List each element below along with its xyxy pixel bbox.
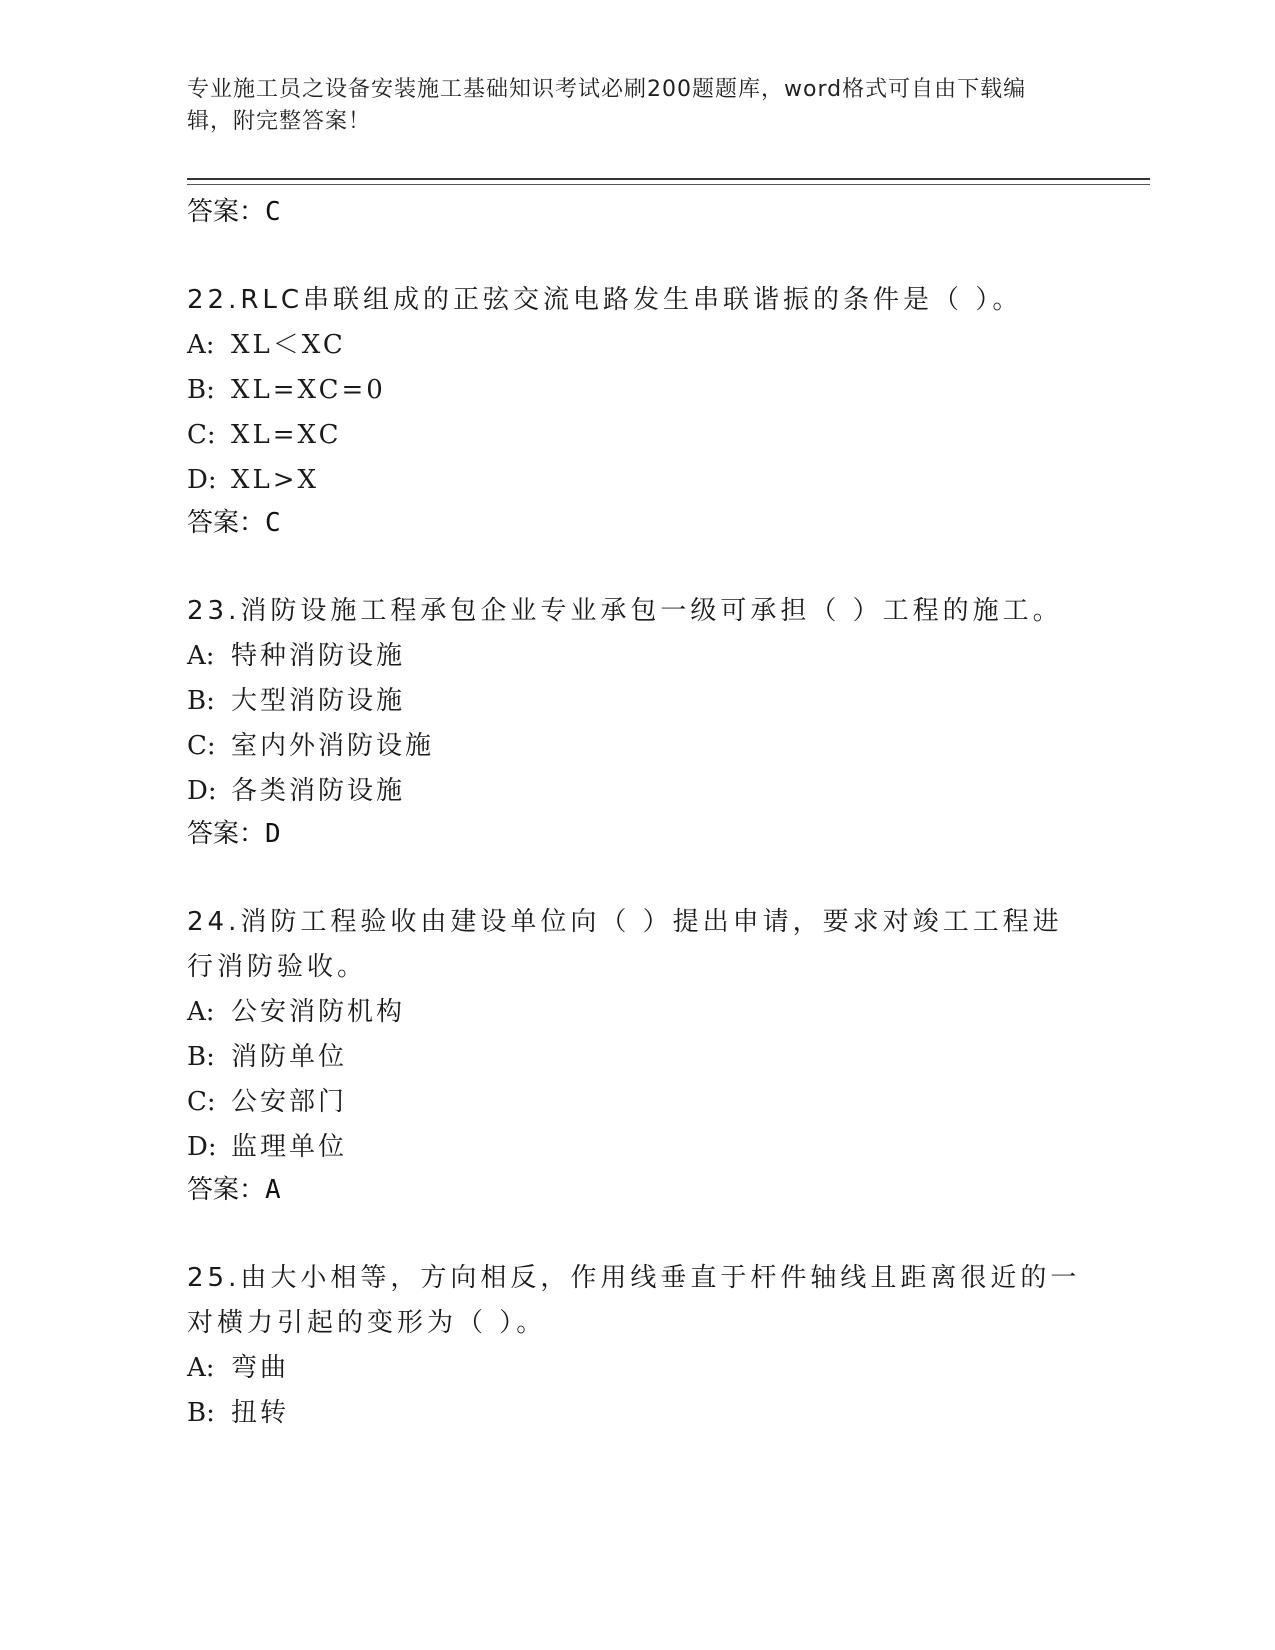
option-a xyxy=(187,634,1087,679)
option-key: B: xyxy=(187,1398,215,1428)
option-key: C: xyxy=(187,420,216,450)
option-key: A: xyxy=(187,330,215,360)
option-key: B: xyxy=(187,686,215,716)
option-text: 各类消防设施 xyxy=(231,776,406,806)
answer-label: 答案： xyxy=(187,1175,266,1205)
answer-value: C xyxy=(265,197,281,227)
answer-value: A xyxy=(265,1175,281,1205)
header-divider-thin xyxy=(187,184,1150,185)
option-text: 监理单位 xyxy=(231,1132,348,1162)
option-a xyxy=(187,323,1087,368)
answer-label: 答案： xyxy=(187,819,266,849)
option-c xyxy=(187,413,1087,458)
question-text: 25.由大小相等，方向相反，作用线垂直于杆件轴线且距离很近的一对横力引起的变形为（ ）。 xyxy=(187,1263,1081,1338)
option-key: B: xyxy=(187,1042,215,1072)
option-text: XL>X xyxy=(231,465,320,495)
answer-line xyxy=(187,192,1087,238)
option-key: C: xyxy=(187,731,216,761)
answer-line xyxy=(187,503,1087,549)
question-text: 22.RLC串联组成的正弦交流电路发生串联谐振的条件是（ ）。 xyxy=(187,285,1023,315)
answer-value: C xyxy=(265,508,281,538)
option-b xyxy=(187,679,1087,724)
option-d xyxy=(187,769,1087,814)
option-text: 公安消防机构 xyxy=(231,997,406,1027)
answer-line xyxy=(187,814,1087,860)
option-d xyxy=(187,1125,1087,1170)
option-text: XL=XC xyxy=(231,420,342,450)
answer-line xyxy=(187,1170,1087,1216)
option-text: 室内外消防设施 xyxy=(231,731,435,761)
option-key: A: xyxy=(187,641,215,671)
option-text: 扭转 xyxy=(231,1398,290,1428)
question-text: 24.消防工程验收由建设单位向（ ）提出申请，要求对竣工工程进行消防验收。 xyxy=(187,907,1063,982)
question-block xyxy=(187,589,1087,860)
option-d xyxy=(187,458,1087,503)
option-text: 特种消防设施 xyxy=(231,641,406,671)
option-text: XL=XC=0 xyxy=(231,375,386,405)
question-text: 23.消防设施工程承包企业专业承包一级可承担（ ）工程的施工。 xyxy=(187,596,1063,626)
option-key: A: xyxy=(187,1353,215,1383)
option-text: 大型消防设施 xyxy=(231,686,406,716)
option-key: D: xyxy=(187,776,217,806)
question-block xyxy=(187,1256,1087,1436)
answer-value: D xyxy=(265,819,281,849)
option-key: A: xyxy=(187,997,215,1027)
question-list xyxy=(187,192,1087,1436)
answer-label: 答案： xyxy=(187,508,266,538)
option-text: XL＜XC xyxy=(231,330,346,360)
option-c xyxy=(187,724,1087,769)
option-a xyxy=(187,990,1087,1035)
option-a xyxy=(187,1346,1087,1391)
option-key: C: xyxy=(187,1087,216,1117)
header-divider-thick xyxy=(187,178,1150,180)
option-b xyxy=(187,1391,1087,1436)
option-text: 弯曲 xyxy=(231,1353,290,1383)
option-key: B: xyxy=(187,375,215,405)
option-text: 公安部门 xyxy=(231,1087,348,1117)
answer-label: 答案： xyxy=(187,197,266,227)
option-b xyxy=(187,1035,1087,1080)
option-b xyxy=(187,368,1087,413)
question-block xyxy=(187,900,1087,1216)
option-key: D: xyxy=(187,1132,217,1162)
option-key: D: xyxy=(187,465,217,495)
question-block xyxy=(187,278,1087,549)
option-c xyxy=(187,1080,1087,1125)
option-text: 消防单位 xyxy=(231,1042,348,1072)
document-header: 专业施工员之设备安装施工基础知识考试必刷200题题库，word格式可自由下载编辑，附完整答案！ xyxy=(187,77,1027,134)
